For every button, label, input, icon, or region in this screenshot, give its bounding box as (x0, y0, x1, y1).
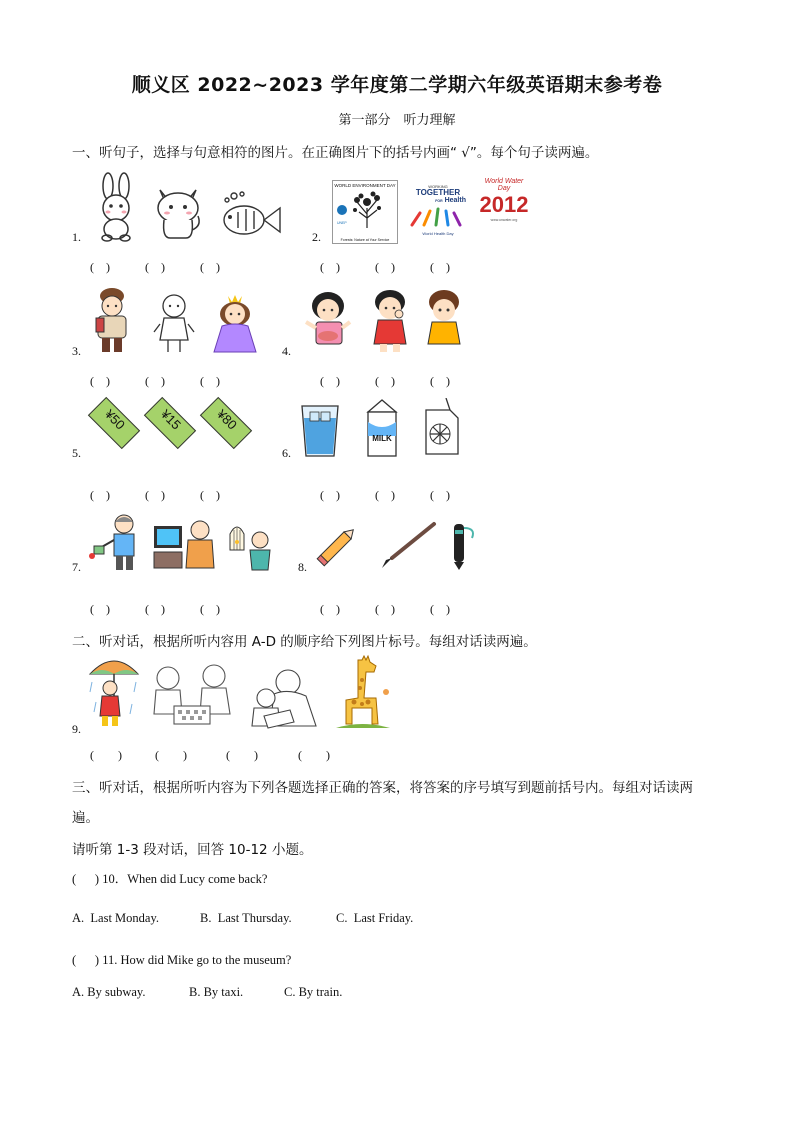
logo2-big-text-1: TOGETHER (415, 188, 461, 197)
grandpa-watching-tv-picture (152, 516, 218, 572)
q1-bracket-c[interactable]: ( ) (200, 260, 220, 274)
grandpa-watering-flowers-picture (86, 512, 144, 572)
girl-with-headache-picture (420, 288, 468, 354)
q2-bracket-b[interactable]: ( ) (375, 260, 395, 274)
q7-bracket-c[interactable]: ( ) (200, 602, 220, 616)
q4-bracket-a[interactable]: ( ) (320, 374, 340, 388)
price-tag-80 (200, 398, 252, 452)
question-number-8: 8. (298, 560, 307, 574)
q8-bracket-c[interactable]: ( ) (430, 602, 450, 616)
world-health-day-logo (402, 180, 474, 242)
q4-bracket-c[interactable]: ( ) (430, 374, 450, 388)
question-11-option-c[interactable]: C. By train. (284, 985, 343, 999)
q2-bracket-a[interactable]: ( ) (320, 260, 340, 274)
question-number-4: 4. (282, 344, 291, 358)
question-number-2: 2. (312, 230, 321, 244)
unep-text: UNEP (337, 221, 347, 225)
q9-bracket-d[interactable]: ( ) (298, 748, 330, 762)
question-number-5: 5. (72, 446, 81, 460)
logo2-small-text: WORKING (428, 184, 448, 189)
part-subtitle: 第一部分 听力理解 (338, 113, 456, 128)
question-10-stem: ( ) 10．When did Lucy come back? (72, 872, 268, 886)
question-11-option-a[interactable]: A. By subway. (72, 985, 146, 999)
logo3-year-text: 2012 (479, 192, 529, 217)
question-number-7: 7. (72, 560, 81, 574)
question-11-stem: ( ) 11. How did Mike go to the museum? (72, 953, 292, 967)
price-tag-15-text: ¥15 (158, 406, 184, 433)
q8-bracket-b[interactable]: ( ) (375, 602, 395, 616)
brush-picture (378, 520, 438, 570)
q8-bracket-a[interactable]: ( ) (320, 602, 340, 616)
q7-bracket-a[interactable]: ( ) (90, 602, 110, 616)
grandpa-with-bird-cage-picture (226, 516, 274, 572)
girl-in-rain-with-umbrella-picture (86, 652, 142, 730)
q3-bracket-c[interactable]: ( ) (200, 374, 220, 388)
logo2-bottom-text: World Health Day (422, 231, 454, 236)
section1-instruction: 一、听句子，选择与句意相符的图片。在正确图片下的括号内画“ √”。每个句子读两遍。 (72, 145, 599, 161)
price-tag-50-text: ¥50 (102, 406, 128, 433)
q1-bracket-a[interactable]: ( ) (90, 260, 110, 274)
q9-bracket-b[interactable]: ( ) (155, 748, 187, 762)
section3-instruction-line2: 遍。 (72, 810, 99, 826)
boy-in-winter-clothes-picture (90, 286, 134, 356)
world-water-day-logo (478, 178, 530, 242)
q2-bracket-c[interactable]: ( ) (430, 260, 450, 274)
q5-bracket-b[interactable]: ( ) (145, 488, 165, 502)
logo1-top-text: WORLD ENVIRONMENT DAY (334, 183, 396, 188)
world-environment-day-logo (332, 180, 398, 244)
q6-bracket-a[interactable]: ( ) (320, 488, 340, 502)
mother-reading-to-child-picture (244, 664, 326, 734)
question-number-3: 3. (72, 344, 81, 358)
logo3-top-text: World Water Day (484, 178, 524, 192)
price-tag-80-text: ¥80 (214, 406, 240, 433)
logo2-big-text-2: Health (444, 197, 466, 204)
q5-bracket-c[interactable]: ( ) (200, 488, 220, 502)
question-number-9: 9. (72, 722, 81, 736)
logo2-for-text: FOR (435, 199, 443, 203)
q7-bracket-b[interactable]: ( ) (145, 602, 165, 616)
milk-label: MILK (372, 434, 392, 443)
q4-bracket-b[interactable]: ( ) (375, 374, 395, 388)
pencil-picture (314, 520, 360, 572)
princess-girl-picture (210, 292, 260, 356)
rabbit-picture (86, 172, 146, 242)
page-title: 顺义区 2022~2023 学年度第二学期六年级英语期末参考卷 (131, 74, 663, 96)
glass-of-water-picture (298, 402, 342, 458)
q6-bracket-b[interactable]: ( ) (375, 488, 395, 502)
q3-bracket-a[interactable]: ( ) (90, 374, 110, 388)
question-10-option-a[interactable]: A. Last Monday. (72, 911, 160, 925)
question-10-option-c[interactable]: C. Last Friday. (336, 911, 414, 925)
fish-picture (212, 190, 284, 240)
pen-picture (446, 520, 482, 570)
logo1-bottom-text: Forests: Nature at Your Service (340, 238, 390, 242)
q3-bracket-b[interactable]: ( ) (145, 374, 165, 388)
question-10-option-b[interactable]: B. Last Thursday. (200, 911, 292, 925)
question-number-6: 6. (282, 446, 291, 460)
boys-playing-chess-picture (150, 660, 234, 732)
question-number-1: 1. (72, 230, 81, 244)
q5-bracket-a[interactable]: ( ) (90, 488, 110, 502)
q9-bracket-c[interactable]: ( ) (226, 748, 258, 762)
q1-bracket-b[interactable]: ( ) (145, 260, 165, 274)
girl-with-toothache-picture (366, 288, 414, 354)
question-11-option-b[interactable]: B. By taxi. (189, 985, 244, 999)
section3-instruction-line1: 三、听对话，根据所听内容为下列各题选择正确的答案，将答案的序号填写到题前括号内。每组对话读两 (72, 780, 693, 796)
logo3-bottom-text: www.unwater.org (490, 218, 518, 222)
section2-instruction: 二、听对话，根据所听内容用 A-D 的顺序给下列图片标号。每组对话读两遍。 (72, 634, 537, 650)
q6-bracket-c[interactable]: ( ) (430, 488, 450, 502)
girl-with-stomachache-picture (298, 288, 360, 354)
giraffe-picture (332, 654, 394, 732)
price-tag-15 (144, 398, 196, 452)
q9-bracket-a[interactable]: ( ) (90, 748, 122, 762)
price-tag-50 (88, 398, 140, 452)
section3-sub-instruction: 请听第 1-3 段对话，回答 10-12 小题。 (72, 842, 313, 858)
juice-box-picture (420, 398, 464, 458)
milk-carton-picture (360, 398, 404, 458)
cat-picture (152, 180, 204, 242)
girl-outline-picture (152, 292, 196, 356)
